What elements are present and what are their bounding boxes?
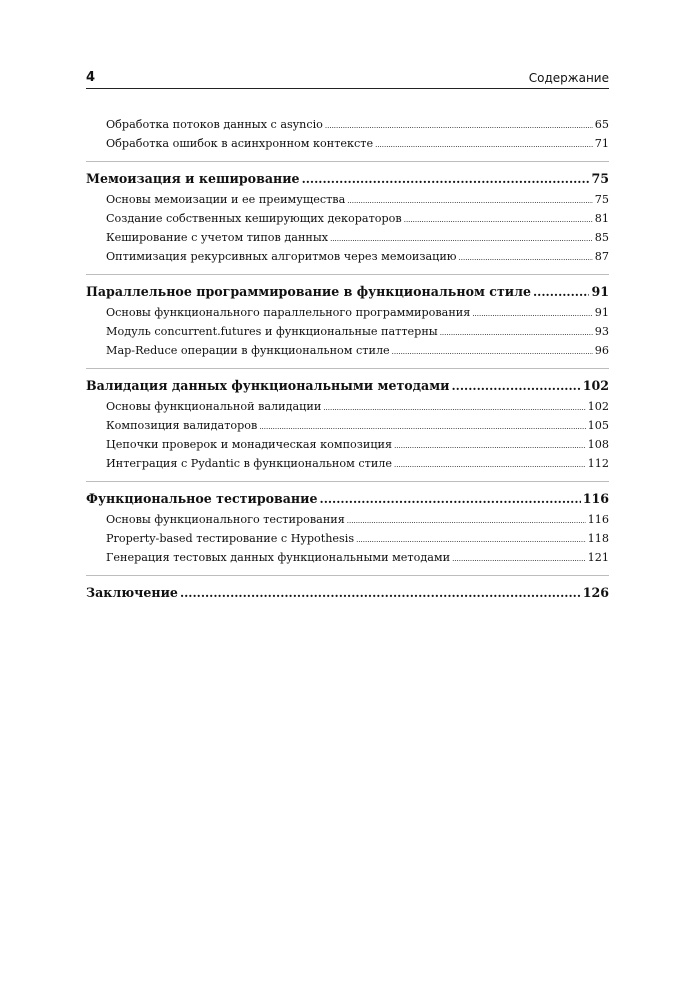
- toc-entry-page-number: 71: [594, 137, 609, 150]
- toc-entry-title: Мемоизация и кеширование: [86, 171, 300, 186]
- toc-entry-title: Основы функционального тестирования: [106, 513, 345, 526]
- toc-entry-title: Модуль concurrent.futures и функциональные паттерны: [106, 325, 438, 338]
- toc-section-entry[interactable]: [86, 341, 609, 360]
- page-header: [86, 70, 609, 89]
- dot-leader: [302, 168, 590, 190]
- page-number: 4: [86, 70, 96, 85]
- toc-entry-title: Создание собственных кеширующих декораторов: [106, 212, 402, 225]
- toc-entry-title: Кеширование с учетом типов данных: [106, 231, 329, 244]
- dot-leader: [356, 529, 586, 550]
- toc-entry-title: Основы функционального параллельного программирования: [106, 306, 471, 319]
- dot-leader: [325, 115, 593, 136]
- section-divider: [86, 575, 609, 576]
- toc-section-entry[interactable]: [86, 134, 609, 153]
- dot-leader: [452, 375, 581, 397]
- section-divider: [86, 274, 609, 275]
- toc-entry-page-number: 102: [582, 378, 609, 393]
- dot-leader: [323, 397, 585, 418]
- toc-section-entry[interactable]: [86, 115, 609, 134]
- toc-chapter-entry[interactable]: [86, 281, 609, 303]
- dot-leader: [404, 209, 593, 230]
- toc-entry-page-number: 87: [594, 250, 609, 263]
- toc-entry-page-number: 96: [594, 344, 609, 357]
- toc-entry-page-number: 91: [591, 284, 609, 299]
- toc-entry-page-number: 108: [587, 438, 609, 451]
- toc-entry-title: Генерация тестовых данных функциональными методами: [106, 551, 451, 564]
- toc-chapter-entry[interactable]: [86, 582, 609, 604]
- toc-entry-title: Map-Reduce операции в функциональном стиле: [106, 344, 390, 357]
- toc-section-entry[interactable]: [86, 397, 609, 416]
- toc-section-entry[interactable]: [86, 303, 609, 322]
- dot-leader: [330, 228, 593, 249]
- toc-chapter-entry[interactable]: [86, 488, 609, 510]
- toc-section-entry[interactable]: [86, 454, 609, 473]
- section-divider: [86, 161, 609, 162]
- toc-entry-page-number: 126: [582, 585, 609, 600]
- dot-leader: [472, 303, 592, 324]
- toc-section-entry[interactable]: [86, 548, 609, 567]
- dot-leader: [394, 435, 586, 456]
- toc-entry-page-number: 118: [587, 532, 609, 545]
- toc-chapter-entry[interactable]: [86, 375, 609, 397]
- toc-entry-title: Цепочки проверок и монадическая композиция: [106, 438, 393, 451]
- toc-entry-title: Функциональное тестирование: [86, 491, 318, 506]
- toc-entry-page-number: 93: [594, 325, 609, 338]
- toc-entry-page-number: 102: [587, 400, 609, 413]
- dot-leader: [375, 134, 593, 155]
- toc-entry-title: Основы мемоизации и ее преимущества: [106, 193, 346, 206]
- toc-entry-title: Обработка ошибок в асинхронном контексте: [106, 137, 374, 150]
- dot-leader: [347, 190, 592, 211]
- dot-leader: [459, 247, 593, 268]
- running-title: Содержание: [528, 71, 609, 85]
- toc-section-entry[interactable]: [86, 209, 609, 228]
- toc-entry-title: Основы функциональной валидации: [106, 400, 322, 413]
- dot-leader: [392, 341, 593, 362]
- toc-section-entry[interactable]: [86, 510, 609, 529]
- dot-leader: [452, 548, 586, 569]
- dot-leader: [394, 454, 586, 475]
- toc-entry-page-number: 112: [587, 457, 609, 470]
- toc-entry-title: Заключение: [86, 585, 178, 600]
- toc-entry-page-number: 85: [594, 231, 609, 244]
- table-of-contents: [86, 115, 609, 604]
- toc-entry-page-number: 75: [591, 171, 609, 186]
- toc-section-entry[interactable]: [86, 228, 609, 247]
- toc-section-entry[interactable]: [86, 416, 609, 435]
- toc-section-entry[interactable]: [86, 322, 609, 341]
- toc-entry-title: Параллельное программирование в функциональном стиле: [86, 284, 531, 299]
- dot-leader: [259, 416, 585, 437]
- toc-entry-page-number: 121: [587, 551, 609, 564]
- toc-entry-page-number: 75: [594, 193, 609, 206]
- section-divider: [86, 368, 609, 369]
- toc-entry-title: Обработка потоков данных с asyncio: [106, 118, 323, 131]
- toc-entry-page-number: 65: [594, 118, 609, 131]
- toc-section-entry[interactable]: [86, 190, 609, 209]
- dot-leader: [440, 322, 593, 343]
- toc-entry-page-number: 91: [594, 306, 609, 319]
- toc-entry-page-number: 116: [587, 513, 609, 526]
- toc-entry-title: Интеграция с Pydantic в функциональном стиле: [106, 457, 393, 470]
- toc-entry-page-number: 116: [582, 491, 609, 506]
- toc-chapter-entry[interactable]: [86, 168, 609, 190]
- toc-entry-title: Оптимизация рекурсивных алгоритмов через мемоизацию: [106, 250, 457, 263]
- toc-entry-page-number: 105: [587, 419, 609, 432]
- toc-section-entry[interactable]: [86, 529, 609, 548]
- dot-leader: [320, 488, 581, 510]
- toc-section-entry[interactable]: [86, 435, 609, 454]
- toc-section-entry[interactable]: [86, 247, 609, 266]
- dot-leader: [180, 582, 581, 604]
- section-divider: [86, 481, 609, 482]
- dot-leader: [347, 510, 586, 531]
- toc-entry-title: Валидация данных функциональными методами: [86, 378, 450, 393]
- toc-entry-page-number: 81: [594, 212, 609, 225]
- toc-entry-title: Композиция валидаторов: [106, 419, 258, 432]
- dot-leader: [533, 281, 589, 303]
- toc-entry-title: Property-based тестирование с Hypothesis: [106, 532, 355, 545]
